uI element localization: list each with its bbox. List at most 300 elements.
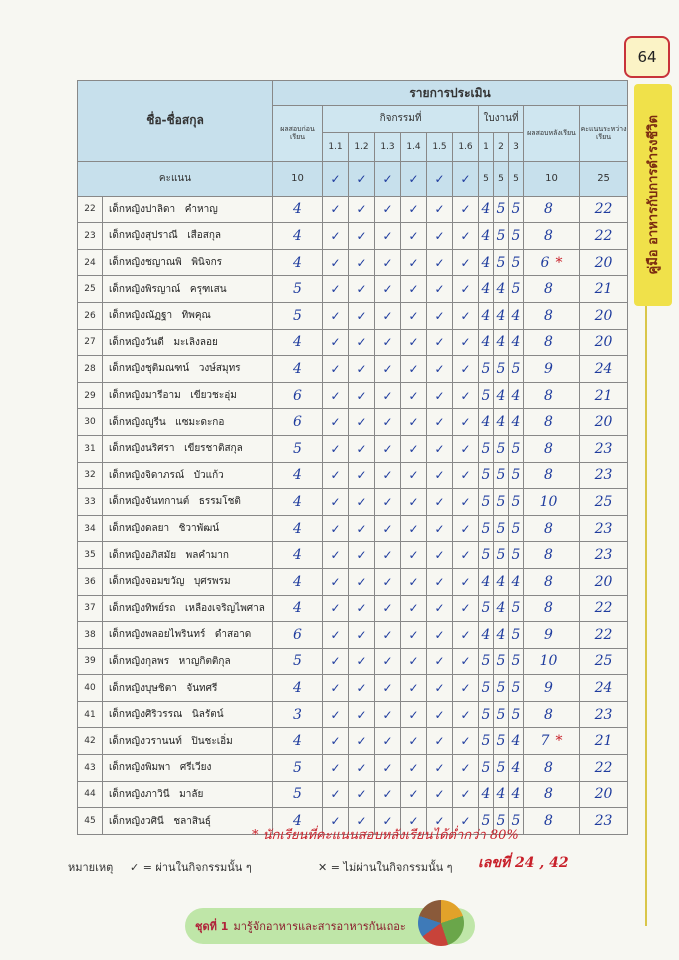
pre-test-score: 5 [273,302,323,329]
activity-check: ✓ [401,728,427,755]
post-score-value: 10 [539,493,558,510]
activity-check: ✓ [349,196,375,223]
student-name [103,808,273,835]
post-score-value: 9 [544,680,553,697]
activity-number: 1.4 [401,132,427,161]
activity-check: ✓ [401,302,427,329]
student-last-name: ทิพคุณ [181,310,211,322]
total-score: 23 [580,515,628,542]
post-test-header: ผลสอบหลังเรียน [524,106,580,162]
activity-check: ✓ [427,701,453,728]
activity-check: ✓ [375,675,401,702]
student-last-name: มะเลิงลอย [173,336,218,348]
activity-check: ✓ [401,542,427,569]
student-name [103,675,273,702]
pre-test-header: ผลสอบก่อนเรียน [273,106,323,162]
student-name [103,276,273,303]
student-number: 30 [78,409,103,436]
post-score-value: 8 [544,759,553,776]
student-name [103,329,273,356]
student-number: 43 [78,755,103,782]
student-number: 31 [78,435,103,462]
worksheet-score: 5 [494,542,509,569]
worksheet-score: 5 [509,808,524,835]
activity-check: ✓ [401,675,427,702]
activity-number: 1.1 [323,132,349,161]
post-test-score [524,701,580,728]
activity-check: ✓ [401,382,427,409]
pre-test-score: 5 [273,435,323,462]
worksheet-score: 4 [479,223,494,250]
student-row [78,648,628,675]
activity-check: ✓ [323,329,349,356]
student-first-name: เด็กหญิงพิรญาณ์ [109,283,181,295]
activity-header: กิจกรรมที่ [323,106,479,133]
activity-check: ✓ [427,462,453,489]
student-first-name: เด็กหญิงวันดี [109,336,164,348]
activity-check: ✓ [453,302,479,329]
activity-number: 1.2 [349,132,375,161]
worksheet-score: 5 [494,648,509,675]
activity-check: ✓ [375,382,401,409]
post-test-score [524,489,580,516]
post-test-score [524,648,580,675]
max-total-score: 25 [580,161,628,196]
pre-test-score: 5 [273,755,323,782]
activity-check: ✓ [375,568,401,595]
pre-test-score: 4 [273,249,323,276]
name-column-header: ชื่อ-ชื่อสกุล [78,81,273,162]
total-score-header: คะแนนระหว่างเรียน [580,106,628,162]
worksheet-score: 5 [494,701,509,728]
student-name [103,302,273,329]
student-name [103,356,273,383]
activity-check: ✓ [349,595,375,622]
student-number: 40 [78,675,103,702]
student-last-name: วงษ์สมุทร [198,363,241,375]
activity-check: ✓ [375,542,401,569]
max-activity-check: ✓ [375,161,401,196]
activity-check: ✓ [375,701,401,728]
post-test-score [524,356,580,383]
student-last-name: แซมะดะกอ [175,416,225,428]
student-row [78,223,628,250]
worksheet-score: 5 [494,675,509,702]
student-first-name: เด็กหญิงศิริวรรณ [109,709,183,721]
activity-check: ✓ [323,276,349,303]
post-test-score [524,462,580,489]
max-activity-check: ✓ [349,161,375,196]
student-row [78,675,628,702]
activity-check: ✓ [323,356,349,383]
activity-check: ✓ [453,568,479,595]
activity-check: ✓ [427,675,453,702]
activity-check: ✓ [427,568,453,595]
total-score: 25 [580,489,628,516]
activity-check: ✓ [375,515,401,542]
post-score-value: 8 [544,786,553,803]
activity-check: ✓ [349,781,375,808]
activity-check: ✓ [427,622,453,649]
activity-check: ✓ [323,462,349,489]
post-score-value: 9 [544,626,553,643]
student-first-name: เด็กหญิงวศินี [109,815,164,827]
activity-check: ✓ [401,595,427,622]
student-number: 41 [78,701,103,728]
student-number: 39 [78,648,103,675]
student-last-name: พลคำมาก [185,549,229,561]
total-score: 20 [580,781,628,808]
worksheet-score: 4 [494,382,509,409]
student-row [78,302,628,329]
activity-check: ✓ [401,276,427,303]
pre-test-score: 4 [273,595,323,622]
fail-legend: ✕ = ไม่ผ่านในกิจกรรมนั้น ๆ [318,861,453,874]
worksheet-number: 3 [509,132,524,161]
side-tab-label: คู่มือ อาหารกับการดำรงชีวิต [645,115,661,275]
post-test-score [524,249,580,276]
pre-test-score: 4 [273,515,323,542]
student-last-name: ปินชะเอิ่ม [191,735,233,747]
student-name [103,701,273,728]
pre-test-score: 6 [273,382,323,409]
pre-test-score: 4 [273,568,323,595]
student-name [103,568,273,595]
activity-check: ✓ [453,276,479,303]
student-row [78,329,628,356]
student-first-name: เด็กหญิงอภิสมัย [109,549,177,561]
activity-check: ✓ [401,356,427,383]
student-number: 34 [78,515,103,542]
worksheet-score: 5 [509,648,524,675]
total-score: 20 [580,329,628,356]
activity-check: ✓ [349,382,375,409]
activity-check: ✓ [323,622,349,649]
student-first-name: เด็กหญิงชญาณพิ [109,257,182,269]
student-first-name: เด็กหญิงนริศรา [109,443,175,455]
student-row [78,489,628,516]
student-name [103,781,273,808]
post-score-value: 8 [544,467,553,484]
post-test-score [524,276,580,303]
worksheet-score: 5 [494,515,509,542]
activity-check: ✓ [453,595,479,622]
pre-test-score: 4 [273,808,323,835]
activity-check: ✓ [375,781,401,808]
evaluation-table [77,80,628,835]
post-score-value: 8 [544,440,553,457]
post-score-value: 9 [544,360,553,377]
worksheet-score: 5 [479,489,494,516]
post-score-value: 8 [544,201,553,218]
post-test-score [524,382,580,409]
total-score: 23 [580,462,628,489]
worksheet-score: 4 [494,622,509,649]
worksheet-score: 4 [509,329,524,356]
student-number: 38 [78,622,103,649]
worksheet-number: 2 [494,132,509,161]
activity-check: ✓ [453,515,479,542]
student-first-name: เด็กหญิงจอมขวัญ [109,576,185,588]
activity-check: ✓ [349,808,375,835]
student-first-name: เด็กหญิงบุษชิตา [109,682,177,694]
post-score-value: 8 [544,547,553,564]
worksheet-score: 5 [494,223,509,250]
student-number: 29 [78,382,103,409]
student-name [103,382,273,409]
post-score-value: 8 [544,334,553,351]
student-last-name: จันทศรี [186,682,218,694]
activity-check: ✓ [375,409,401,436]
pre-test-score: 3 [273,701,323,728]
worksheet-score: 4 [509,409,524,436]
pre-test-score: 5 [273,276,323,303]
activity-check: ✓ [323,196,349,223]
post-score-value: 10 [539,653,558,670]
worksheet-score: 4 [479,329,494,356]
activity-check: ✓ [375,356,401,383]
post-test-score [524,515,580,542]
student-first-name: เด็กหญิงพลอยไพรินทร์ [109,629,206,641]
worksheet-score: 5 [479,515,494,542]
pre-test-score: 6 [273,409,323,436]
activity-check: ✓ [427,276,453,303]
activity-check: ✓ [427,329,453,356]
activity-check: ✓ [349,515,375,542]
student-last-name: เขียวชะอุ่ม [190,390,237,402]
worksheet-score: 4 [494,781,509,808]
activity-check: ✓ [453,701,479,728]
worksheet-score: 4 [479,781,494,808]
student-number: 26 [78,302,103,329]
worksheet-score: 5 [479,701,494,728]
activity-check: ✓ [453,329,479,356]
student-name [103,435,273,462]
worksheet-score: 5 [509,435,524,462]
activity-check: ✓ [401,329,427,356]
student-number: 24 [78,249,103,276]
worksheet-score: 5 [494,808,509,835]
post-test-score [524,808,580,835]
activity-check: ✓ [375,728,401,755]
activity-check: ✓ [453,489,479,516]
activity-check: ✓ [401,648,427,675]
worksheet-score: 4 [494,595,509,622]
student-name [103,409,273,436]
activity-check: ✓ [427,781,453,808]
max-post-score: 10 [524,161,580,196]
activity-check: ✓ [453,409,479,436]
max-activity-check: ✓ [323,161,349,196]
student-row [78,728,628,755]
student-last-name: ชลาสินธุ์ [173,815,211,827]
worksheet-score: 5 [494,435,509,462]
activity-check: ✓ [427,595,453,622]
activity-check: ✓ [349,755,375,782]
pre-test-score: 6 [273,622,323,649]
student-last-name: ศรีเวียง [179,762,212,774]
total-score: 22 [580,196,628,223]
student-row [78,701,628,728]
activity-check: ✓ [401,808,427,835]
activity-check: ✓ [323,595,349,622]
worksheet-score: 4 [509,382,524,409]
worksheet-score: 5 [479,462,494,489]
activity-check: ✓ [375,435,401,462]
activity-number: 1.6 [453,132,479,161]
worksheet-score: 4 [494,302,509,329]
post-test-score [524,568,580,595]
post-score-value: 8 [544,307,553,324]
activity-check: ✓ [401,409,427,436]
student-first-name: เด็กหญิงชุติมณฑน์ [109,363,190,375]
post-test-score [524,329,580,356]
worksheet-score: 5 [509,701,524,728]
student-last-name: มาลัย [179,788,204,800]
student-first-name: เด็กหญิงจิดาภรณ์ [109,469,185,481]
activity-check: ✓ [427,356,453,383]
worksheet-score: 4 [494,329,509,356]
student-name [103,542,273,569]
student-first-name: เด็กหญิงสุปราณี [109,230,178,242]
post-test-score [524,675,580,702]
worksheet-score: 4 [479,622,494,649]
post-test-score [524,622,580,649]
activity-check: ✓ [349,701,375,728]
worksheet-score: 5 [509,223,524,250]
student-first-name: เด็กหญิงทิพย์รถ [109,602,176,614]
activity-check: ✓ [375,196,401,223]
activity-check: ✓ [401,568,427,595]
student-last-name: คำหาญ [184,203,218,215]
worksheet-score: 5 [494,462,509,489]
activity-check: ✓ [375,462,401,489]
activity-check: ✓ [323,302,349,329]
post-test-score [524,595,580,622]
student-first-name: เด็กหญิงมารีอาม [109,390,181,402]
worksheet-score: 5 [509,489,524,516]
student-last-name: บัวแก้ว [193,469,224,481]
student-row [78,276,628,303]
worksheet-score: 4 [509,755,524,782]
activity-check: ✓ [401,462,427,489]
worksheet-score: 4 [479,249,494,276]
worksheet-score: 5 [494,755,509,782]
total-score: 21 [580,276,628,303]
activity-check: ✓ [323,781,349,808]
remark-label: หมายเหตุ [68,861,114,874]
post-test-score [524,542,580,569]
post-score-value: 7 [540,733,550,750]
worksheet-score: 5 [509,622,524,649]
student-first-name: เด็กหญิงกุลพร [109,655,170,667]
activity-check: ✓ [427,542,453,569]
max-pre-score: 10 [273,161,323,196]
student-number: 42 [78,728,103,755]
activity-check: ✓ [453,462,479,489]
post-test-score [524,781,580,808]
activity-check: ✓ [323,515,349,542]
activity-check: ✓ [453,356,479,383]
student-last-name: ชิวาพัฒน์ [178,523,220,535]
post-score-value: 6 [540,254,550,271]
student-row [78,409,628,436]
food-plate-illustration [418,900,464,946]
total-score: 22 [580,755,628,782]
student-last-name: บุศรพรม [193,576,231,588]
worksheet-score: 5 [479,675,494,702]
pre-test-score: 4 [273,356,323,383]
student-row [78,595,628,622]
worksheet-score: 5 [479,435,494,462]
worksheet-score: 4 [494,276,509,303]
activity-check: ✓ [323,675,349,702]
total-score: 20 [580,249,628,276]
activity-check: ✓ [323,568,349,595]
student-name [103,648,273,675]
pre-test-score: 4 [273,728,323,755]
student-row [78,622,628,649]
max-activity-check: ✓ [401,161,427,196]
activity-check: ✓ [401,249,427,276]
pass-legend: ✓ = ผ่านในกิจกรรมนั้น ๆ [130,861,252,874]
student-name [103,622,273,649]
activity-check: ✓ [453,728,479,755]
activity-check: ✓ [375,223,401,250]
low-score-note: * นักเรียนที่คะแนนสอบหลังเรียนได้ต่ำกว่า 80% [252,828,519,843]
activity-check: ✓ [453,196,479,223]
activity-check: ✓ [401,223,427,250]
pre-test-score: 5 [273,648,323,675]
activity-check: ✓ [349,622,375,649]
post-test-score [524,728,580,755]
post-score-value: 8 [544,414,553,431]
post-test-score [524,196,580,223]
post-score-value: 8 [544,813,553,830]
activity-check: ✓ [323,382,349,409]
total-score: 23 [580,701,628,728]
student-first-name: เด็กหญิงญูรีน [109,416,166,428]
student-number: 37 [78,595,103,622]
footer-set: ชุดที่ 1 [195,920,229,933]
activity-check: ✓ [375,249,401,276]
worksheet-score: 5 [509,675,524,702]
worksheet-score: 5 [479,382,494,409]
activity-check: ✓ [453,622,479,649]
activity-check: ✓ [349,356,375,383]
worksheet-score: 5 [494,196,509,223]
activity-check: ✓ [427,515,453,542]
worksheet-score: 5 [479,808,494,835]
total-score: 24 [580,356,628,383]
activity-check: ✓ [453,755,479,782]
worksheet-score: 5 [479,755,494,782]
activity-number: 1.5 [427,132,453,161]
total-score: 21 [580,382,628,409]
student-row [78,515,628,542]
pre-test-score: 4 [273,223,323,250]
student-last-name: เสือสกุล [187,230,222,242]
low-score-star: * [555,254,563,271]
student-name [103,728,273,755]
student-row [78,568,628,595]
activity-check: ✓ [349,489,375,516]
total-score: 23 [580,542,628,569]
activity-check: ✓ [427,382,453,409]
max-worksheet-score: 5 [479,161,494,196]
total-score: 25 [580,648,628,675]
worksheet-score: 4 [479,302,494,329]
